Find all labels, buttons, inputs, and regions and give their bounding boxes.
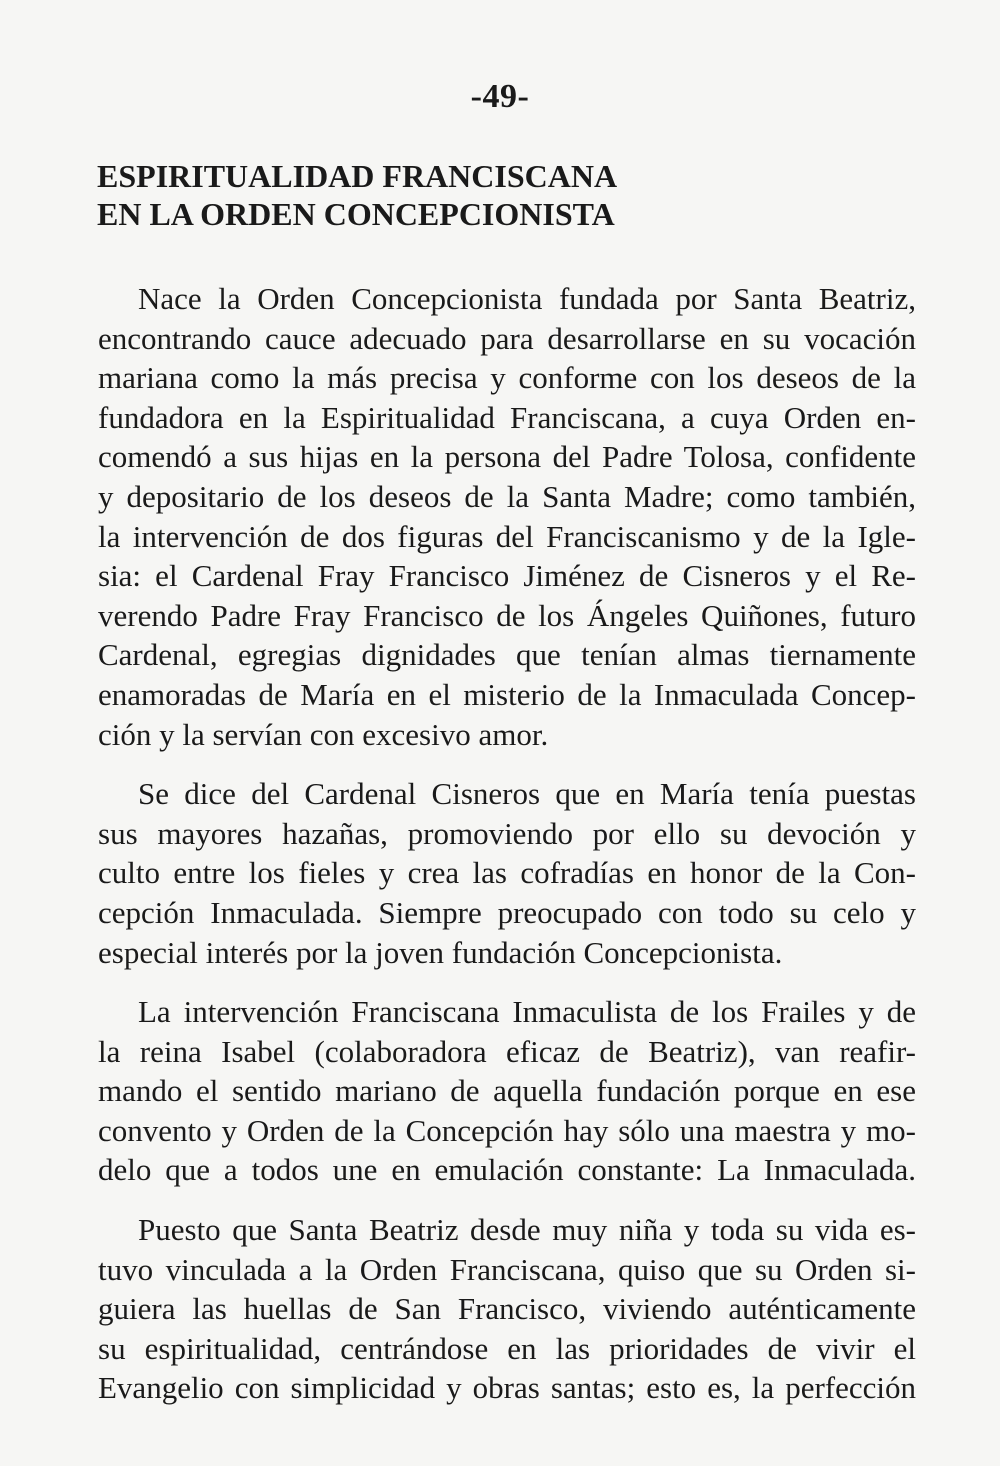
text-line: guiera las huellas de San Francisco, viviendo auténticamente [98, 1291, 916, 1327]
text-line: culto entre los fieles y crea las cofradías en honor de la Con- [98, 855, 916, 891]
text-line: Evangelio con simplicidad y obras santas; esto es, la perfección [98, 1370, 916, 1406]
heading-line-2: EN LA ORDEN CONCEPCIONISTA [97, 196, 615, 232]
paragraph-1 [98, 279, 916, 754]
text-line: mariana como la más precisa y conforme con los deseos de la [98, 360, 916, 396]
text-line: la intervención de dos figuras del Franciscanismo y de la Igle- [98, 518, 916, 554]
page-number: -49- [470, 78, 530, 115]
paragraph-4 [98, 1210, 916, 1408]
text-line: delo que a todos une en emulación constante: La Inmaculada. [98, 1152, 916, 1188]
body-text [98, 279, 916, 1428]
text-line: sus mayores hazañas, promoviendo por ello su devoción y [98, 815, 916, 851]
text-line: fundadora en la Espiritualidad Franciscana, a cuya Orden en- [98, 399, 916, 435]
text-line: mando el sentido mariano de aquella fundación porque en ese [98, 1073, 916, 1109]
text-line: enamoradas de María en el misterio de la Inmaculada Concep- [98, 676, 916, 712]
paragraph-3 [98, 992, 916, 1190]
text-line: comendó a sus hijas en la persona del Padre Tolosa, confidente [98, 439, 916, 475]
text-line: convento y Orden de la Concepción hay sólo una maestra y mo- [98, 1112, 916, 1148]
text-line: Cardenal, egregias dignidades que tenían almas tiernamente [98, 637, 916, 673]
text-line: Nace la Orden Concepcionista fundada por Santa Beatriz, [138, 281, 916, 316]
paragraph-2 [98, 774, 916, 972]
text-line: sia: el Cardenal Fray Francisco Jiménez de Cisneros y el Re- [98, 558, 916, 594]
chapter-heading [97, 157, 917, 233]
text-line: especial interés por la joven fundación Concepcionista. [98, 934, 783, 970]
text-line: Se dice del Cardenal Cisneros que en María tenía puestas [138, 776, 916, 812]
text-line: encontrando cauce adecuado para desarrollarse en su vocación [98, 320, 916, 356]
text-line: cepción Inmaculada. Siempre preocupado con todo su celo y [98, 894, 916, 930]
heading-line-1: ESPIRITUALIDAD FRANCISCANA [97, 158, 618, 194]
text-line: y depositario de los deseos de la Santa Madre; como también, [98, 478, 916, 514]
text-line: verendo Padre Fray Francisco de los Ángeles Quiñones, futuro [98, 597, 916, 633]
text-line: ción y la servían con excesivo amor. [98, 716, 549, 752]
text-line: La intervención Franciscana Inmaculista de los Frailes y de [138, 994, 916, 1030]
text-line: Puesto que Santa Beatriz desde muy niña y toda su vida es- [138, 1212, 916, 1248]
text-line: la reina Isabel (colaboradora eficaz de Beatriz), van reafir- [98, 1033, 916, 1069]
text-line: su espiritualidad, centrándose en las prioridades de vivir el [98, 1330, 916, 1366]
text-line: tuvo vinculada a la Orden Franciscana, quiso que su Orden si- [98, 1251, 916, 1287]
